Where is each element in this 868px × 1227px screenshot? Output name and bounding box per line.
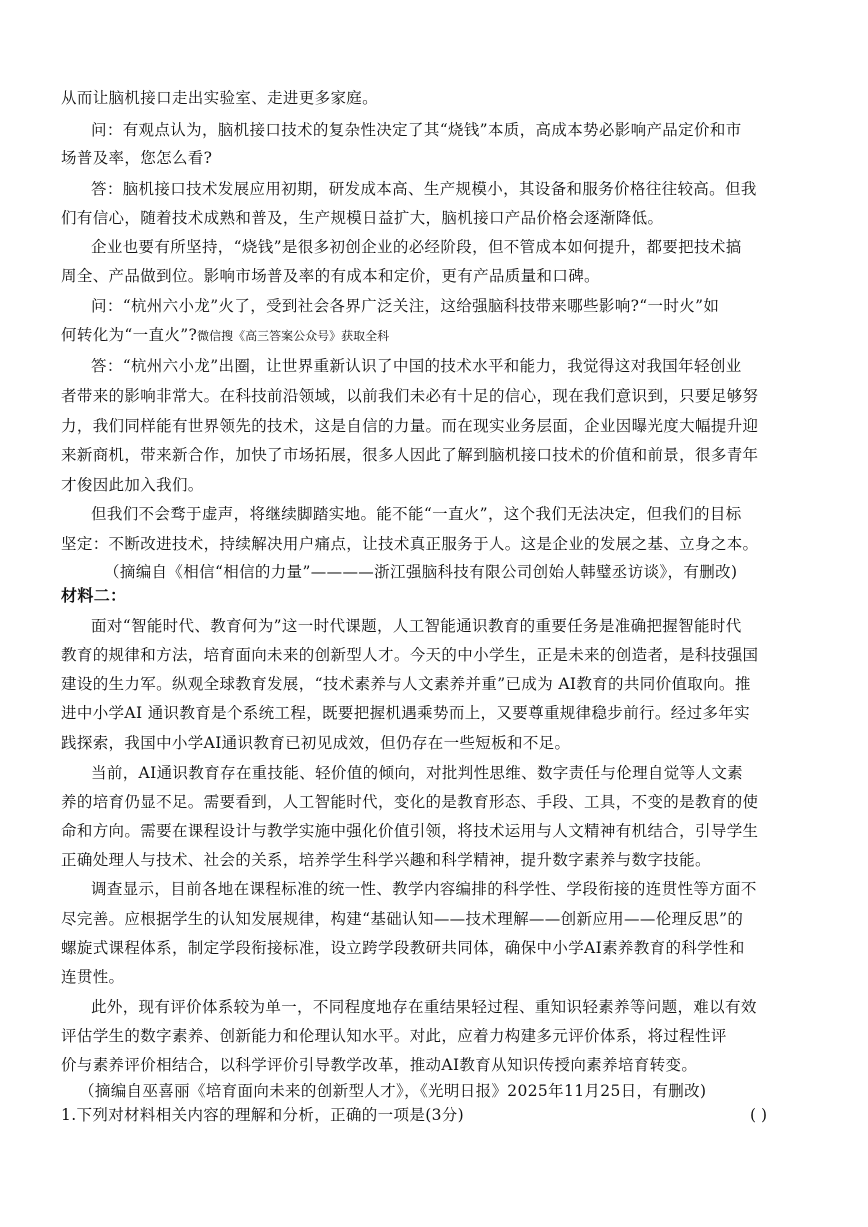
text-line: 企业也要有所坚持，“烧钱”是很多初创企业的必经阶段，但不管成本如何提升，都要把技术搞 xyxy=(91,238,742,256)
answer-paren[interactable]: ( ) xyxy=(750,1106,768,1124)
text-line: 螺旋式课程体系，制定学段衔接标准，设立跨学段教研共同体，确保中小学AI素养教育的科学性和 xyxy=(61,939,745,957)
question-stem: 1.下列对材料相关内容的理解和分析，正确的一项是(3分) xyxy=(61,1106,465,1124)
text-line: 教育的规律和方法，培育面向未来的创新型人才。今天的中小学生，正是未来的创造者，是科技强国 xyxy=(61,646,759,664)
text-line: 此外，现有评价体系较为单一，不同程度地存在重结果轻过程、重知识轻素养等问题，难以有效 xyxy=(91,998,757,1016)
section-heading: 材料二： xyxy=(61,586,127,605)
text-line: 问：“杭州六小龙”火了，受到社会各界广泛关注，这给强脑科技带来哪些影响?“一时火”如 xyxy=(91,297,720,315)
inline-note: 微信搜《高三答案公众号》获取全科 xyxy=(197,329,390,343)
text-line: 建设的生力军。纵观全球教育发展，“技术素养与人文素养并重”已成为 AI教育的共同价值取向。推 xyxy=(61,675,751,693)
text-line: 尽完善。应根据学生的认知发展规律，构建“基础认知——技术理解——创新应用——伦理反思”的 xyxy=(61,910,744,928)
text-line: 命和方向。需要在课程设计与教学实施中强化价值引领，将技术运用与人文精神有机结合，引导学生 xyxy=(61,822,759,840)
text-line: 当前，AI通识教育存在重技能、轻价值的倾向，对批判性思维、数字责任与伦理自觉等人文素 xyxy=(91,764,744,782)
text-line: 力，我们同样能有世界领先的技术，这是自信的力量。而在现实业务层面，企业因曝光度大幅提升迎 xyxy=(61,417,759,435)
source-citation: （摘编自巫喜丽《培育面向未来的创新型人才》，《光明日报》2025年11月25日，有删改) xyxy=(79,1082,707,1100)
text-line: 来新商机，带来新合作，加快了市场拓展，很多人因此了解到脑机接口技术的价值和前景，很多青年 xyxy=(61,446,759,464)
text-line: 从而让脑机接口走出实验室、走进更多家庭。 xyxy=(61,89,379,107)
text-line: 问：有观点认为，脑机接口技术的复杂性决定了其“烧钱”本质，高成本势必影响产品定价和市 xyxy=(91,121,742,139)
text-line: 们有信心，随着技术成熟和普及，生产规模日益扩大，脑机接口产品价格会逐渐降低。 xyxy=(61,209,664,227)
text-line: 连贯性。 xyxy=(61,968,125,986)
text-line-start: 何转化为“一直火”? xyxy=(61,326,198,344)
text-line: 才俊因此加入我们。 xyxy=(61,476,204,494)
text-line: 践探索，我国中小学AI通识教育已初见成效，但仍存在一些短板和不足。 xyxy=(61,734,571,752)
text-line: 答：脑机接口技术发展应用初期，研发成本高、生产规模小，其设备和服务价格往往较高。但我 xyxy=(91,180,757,198)
text-line xyxy=(61,325,389,346)
text-line: 面对“智能时代、教育何为”这一时代课题，人工智能通识教育的重要任务是准确把握智能时代 xyxy=(91,617,742,635)
text-line: 坚定：不断改进技术，持续解决用户痛点，让技术真正服务于人。这是企业的发展之基、立身之本。 xyxy=(61,535,759,553)
text-line: 进中小学AI 通识教育是个系统工程，既要把握机遇乘势而上，又要尊重规律稳步前行。经过多年实 xyxy=(61,704,750,722)
text-line: 养的培育仍显不足。需要看到，人工智能时代，变化的是教育形态、手段、工具，不变的是教育的使 xyxy=(61,793,759,811)
text-line: 场普及率，您怎么看? xyxy=(61,149,213,167)
text-line: 评估学生的数字素养、创新能力和伦理认知水平。对此，应着力构建多元评价体系，将过程性评 xyxy=(61,1027,727,1045)
source-citation: （摘编自《相信“相信的力量”————浙江强脑科技有限公司创始人韩璧丞访谈》，有删改) xyxy=(104,563,738,581)
text-line: 价与素养评价相结合，以科学评价引导教学改革，推动AI教育从知识传授向素养培育转变。 xyxy=(61,1056,698,1074)
text-line: 正确处理人与技术、社会的关系，培养学生科学兴趣和科学精神，提升数字素养与数字技能。 xyxy=(61,851,711,869)
text-line: 调查显示，目前各地在课程标准的统一性、教学内容编排的科学性、学段衔接的连贯性等方面不 xyxy=(91,880,757,898)
text-line: 答：“杭州六小龙”出圈，让世界重新认识了中国的技术水平和能力，我觉得这对我国年轻创业 xyxy=(91,357,742,375)
text-line: 但我们不会骛于虚声，将继续脚踏实地。能不能“一直火”，这个我们无法决定，但我们的目标 xyxy=(91,505,742,523)
text-line: 周全、产品做到位。影响市场普及率的有成本和定价，更有产品质量和口碑。 xyxy=(61,267,600,285)
text-line: 者带来的影响非常大。在科技前沿领域，以前我们未必有十足的信心，现在我们意识到，只要足够努 xyxy=(61,387,759,405)
